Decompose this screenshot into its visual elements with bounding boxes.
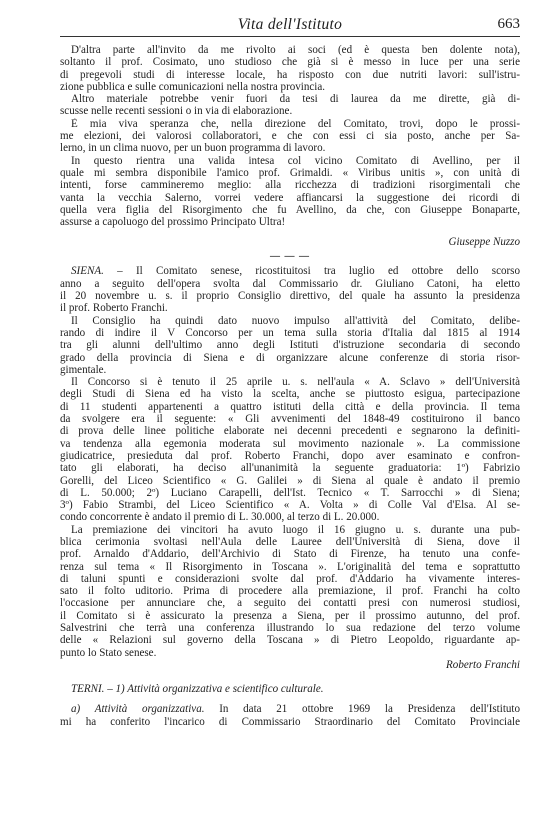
text-line: condo concorrente è andato il premio di L. 30.000, al terzo di L. 20.000. (60, 511, 380, 524)
text-line: In questo rientra una valida intesa col vicino Comitato di Avellino, per il (71, 154, 520, 167)
text-line: di L. 50.000; 2º) Luciano Carapelli, dell'Ist. Tecnico « T. Sarrocchi » di Siena; (60, 486, 520, 499)
text-line: di 11 studenti appartenenti a quattro istituti della città e della provincia. Il tema (60, 400, 520, 413)
signature: Roberto Franchi (446, 658, 520, 671)
text-line: assurse a capoluogo del prossimo Principato Ultra! (60, 216, 286, 229)
spacer (60, 228, 520, 236)
text-line: intenti, forse cammineremo meglio: alla ricchezza di tradizioni risorgimentali che (60, 179, 520, 192)
page-number: 663 (497, 16, 520, 32)
section-separator: — — — (270, 251, 310, 263)
text-line: giudicatrice, presieduta dal prof. Roberto Franchi, dopo aver esaminato e confron- (60, 449, 520, 462)
page-header (60, 16, 520, 37)
text-line: D'altra parte all'invito da me rivolto ai soci (ed è questa ben dolente nota), (71, 44, 520, 56)
text-line: soltanto il prof. Cosimato, uno studioso che già si è messo in luce per una serie (60, 56, 520, 69)
terni-label: a) Attività organizzativa. (71, 703, 205, 716)
spacer (60, 695, 520, 703)
siena-paragraph (60, 315, 520, 376)
paragraph (60, 44, 520, 93)
text-line: delle « Relazioni sul governo della Toscana » di Pietro Leopoldo, riguardante ap- (60, 634, 520, 647)
text-line (60, 683, 520, 695)
paragraph (60, 118, 520, 155)
text-line: scusse nelle recenti sessioni o in via di elaborazione. (60, 105, 293, 118)
text-line: quale mi sembra disponibile l'amico prof. Grimaldi. « Viribus unitis », con unità di (60, 166, 520, 179)
text-line: il Comitato si è assicurato la presenza a Siena, per il prossimo autunno, del prof. (60, 609, 520, 622)
text-line: di pregevoli studi di interesse locale, ha risposto con due nutriti lavori: sull'istru- (60, 68, 520, 81)
text-line: vanta la vecchia Salerno, vorrei vedere affiancarsi la suggestione dei ricordi di (60, 191, 520, 204)
text-line: Salvestrini che terrà una conferenza illustrando lo sua redazione del terzo volume (60, 622, 520, 635)
section-heading-siena: SIENA. (71, 265, 104, 278)
text-line: degli Studi di Siena ed ha visto la scelta, anche se piuttosto esigua, partecipazione (60, 388, 520, 401)
text-line (60, 265, 520, 277)
section-heading-terni: TERNI. (71, 682, 105, 695)
text-line: di prova delle linee politiche elaborate nei decenni precedenti e segnarono la definiti- (60, 425, 520, 438)
text-line: da svolgere era il seguente: « Gli avvenimenti del 1848-49 costituirono il banco (60, 413, 520, 426)
text-line: me elezioni, dei valorosi collaboratori, e che con essi ci sia posto, anche per Sa- (60, 130, 520, 143)
text-line: il 20 novembre u. s. il proprio Consiglio direttivo, del quale ha assunto la presidenza (60, 290, 520, 303)
text-line: l'occasione per annunciare che, a seguito dei contatti presi con numerosi studiosi, (60, 597, 520, 610)
text-run: – Il Comitato senese, ricostituitosi tra luglio ed ottobre dello scorso (117, 265, 520, 278)
text-line: La premiazione dei vincitori ha avuto luogo il 16 giugno u. s. durante una pub- (71, 523, 520, 536)
text-line: mi ha conferito l'incarico di Commissario Straordinario del Comitato Provinciale (60, 715, 520, 728)
text-line: 3º) Fabio Strambi, del Liceo Scientifico « A. Volta » di Colle Val d'Elsa. Al se- (60, 499, 520, 512)
text-line: Gorelli, del Liceo Scientifico « G. Galilei » di Siena al quale è andato il premio (60, 474, 520, 487)
text-line: Altro materiale potrebbe venir fuori da tesi di laurea da me dirette, già di- (71, 93, 520, 106)
text-line (60, 703, 520, 715)
text-line: lerno, in un clima nuovo, per un buon programma di lavoro. (60, 142, 326, 155)
text-line: tra gli alunni dell'ultimo anno degli Istituti d'istruzione secondaria di secondo (60, 339, 520, 352)
running-title: Vita dell'Istituto (237, 16, 343, 33)
text-line: renza sul tema « Il Risorgimento in Toscana ». L'originalità del tema e soprattutto (60, 560, 520, 573)
terni-subtitle: – 1) Attività organizzativa e scientifico culturale. (107, 682, 324, 695)
text-line: tato gli elaborati, ha deciso all'unanimità la seguente graduatoria: 1º) Fabrizio (60, 462, 520, 475)
text-line: rando di indire il V Concorso per un tema sulla storia d'Italia dal 1815 al 1914 (60, 326, 520, 339)
text-line: grado della provincia di Siena e di organizzare alcune conferenze di storia risor- (60, 351, 520, 364)
text-line: punto lo Stato senese. (60, 646, 157, 659)
text-line: anno a seguito dell'opera svolta dal Commissario dr. Giuliano Catoni, ha eletto (60, 277, 520, 290)
siena-paragraph (60, 376, 520, 524)
page-body (60, 44, 520, 728)
siena-paragraph (60, 265, 520, 314)
text-line: gimentale. (60, 363, 107, 376)
text-line: blica cerimonia svoltasi nell'Aula delle Lauree dell'Università di Siena, dove il (60, 535, 520, 548)
text-line: quella vera figlia del Risorgimento che fu Avellino, da che, con Giuseppe Bonaparte, (60, 203, 520, 216)
siena-paragraph (60, 524, 520, 659)
terni-section (60, 683, 520, 728)
text-line: sato il folto uditorio. Prima di procedere alla premiazione, il prof. Franchi ha colto (60, 585, 520, 598)
paragraph (60, 93, 520, 118)
paragraph (60, 155, 520, 229)
spacer (60, 672, 520, 683)
signature: Giuseppe Nuzzo (448, 236, 520, 249)
text-line: È mia viva speranza che, nella direzione del Comitato, trovi, dopo le prossi- (71, 117, 520, 130)
text-line: il prof. Roberto Franchi. (60, 302, 168, 315)
text-line: zione pubblica e sulle comunicazioni nella nostra provincia. (60, 80, 326, 93)
text-line: di taluni spunti e considerazioni svolte dal prof. d'Addario ha vivamente interes- (60, 572, 520, 585)
text-line: va tendenza alla egemonia moderata sul movimento nazionale ». La commissione (60, 437, 520, 450)
text-run: In data 21 ottobre 1969 la Presidenza dell'Istituto (219, 703, 520, 716)
text-line: Il Consiglio ha quindi dato nuovo impulso all'attività del Comitato, delibe- (71, 314, 520, 327)
text-line: prof. Arnaldo d'Addario, dell'Archivio di Stato di Firenze, ha tenuto una confe- (60, 548, 520, 561)
text-line: Il Concorso si è tenuto il 25 aprile u. s. nell'aula « A. Sclavo » dell'Università (71, 376, 520, 389)
